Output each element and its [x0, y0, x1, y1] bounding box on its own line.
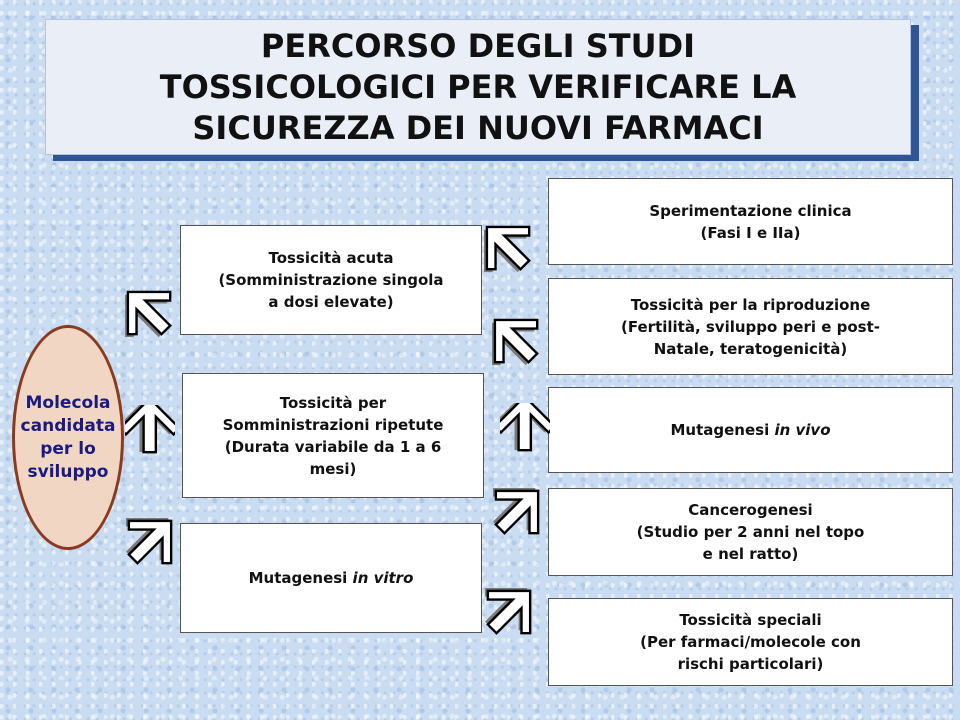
in-vitro-prefix: Mutagenesi	[248, 569, 353, 587]
repeated-line3: (Durata variabile da 1 a 6	[224, 437, 442, 456]
in-vitro-italic: in vitro	[352, 569, 414, 587]
box-mutagenesis-in-vitro	[180, 523, 482, 633]
box-carcinogenesis	[548, 488, 953, 576]
box-reproductive-toxicity	[548, 278, 953, 375]
repeated-line2: Somministrazioni ripetute	[222, 415, 444, 434]
repeated-line4: mesi)	[309, 459, 357, 478]
in-vivo-italic: in vivo	[774, 421, 831, 439]
arrow-down-right-icon	[492, 488, 542, 538]
arrow-right-icon	[500, 403, 550, 453]
title-box	[45, 19, 911, 155]
arrow-up-right-icon	[492, 318, 542, 368]
box-clinical-trials	[548, 178, 953, 265]
box-repeated-dose	[182, 373, 484, 498]
box-special-toxicity	[548, 598, 953, 686]
start-oval	[12, 325, 124, 550]
arrow-up-right-icon	[484, 225, 534, 275]
page-title: PERCORSO DEGLI STUDI TOSSICOLOGICI PER VERIFICARE LA SICUREZZA DEI NUOVI FARMACI	[159, 26, 797, 147]
acute-line1: Tossicità acuta	[268, 249, 394, 267]
arrow-up-right-icon	[125, 290, 175, 340]
special-toxicity-text: Tossicità speciali (Per farmaci/molecole con rischi particolari)	[640, 611, 861, 673]
acute-line2: (Somministrazione singola	[218, 271, 444, 289]
acute-line3: a dosi elevate)	[268, 293, 394, 311]
arrow-down-right-icon	[484, 588, 534, 638]
clinical-trials-text: Sperimentazione clinica (Fasi I e IIa)	[649, 201, 852, 242]
arrow-right-icon	[125, 405, 175, 455]
in-vivo-prefix: Mutagenesi	[670, 421, 775, 439]
start-label: Molecola candidata per lo sviluppo	[20, 392, 116, 482]
box-mutagenesis-in-vivo	[548, 387, 953, 473]
box-acute-toxicity	[180, 225, 482, 335]
arrow-down-right-icon	[125, 518, 175, 568]
reproductive-text: Tossicità per la riproduzione (Fertilità, sviluppo peri e post- Natale, teratogenicità)	[621, 295, 880, 358]
repeated-line1: Tossicità per	[279, 393, 387, 412]
carcinogenesis-text: Cancerogenesi (Studio per 2 anni nel topo e nel ratto)	[636, 501, 865, 563]
